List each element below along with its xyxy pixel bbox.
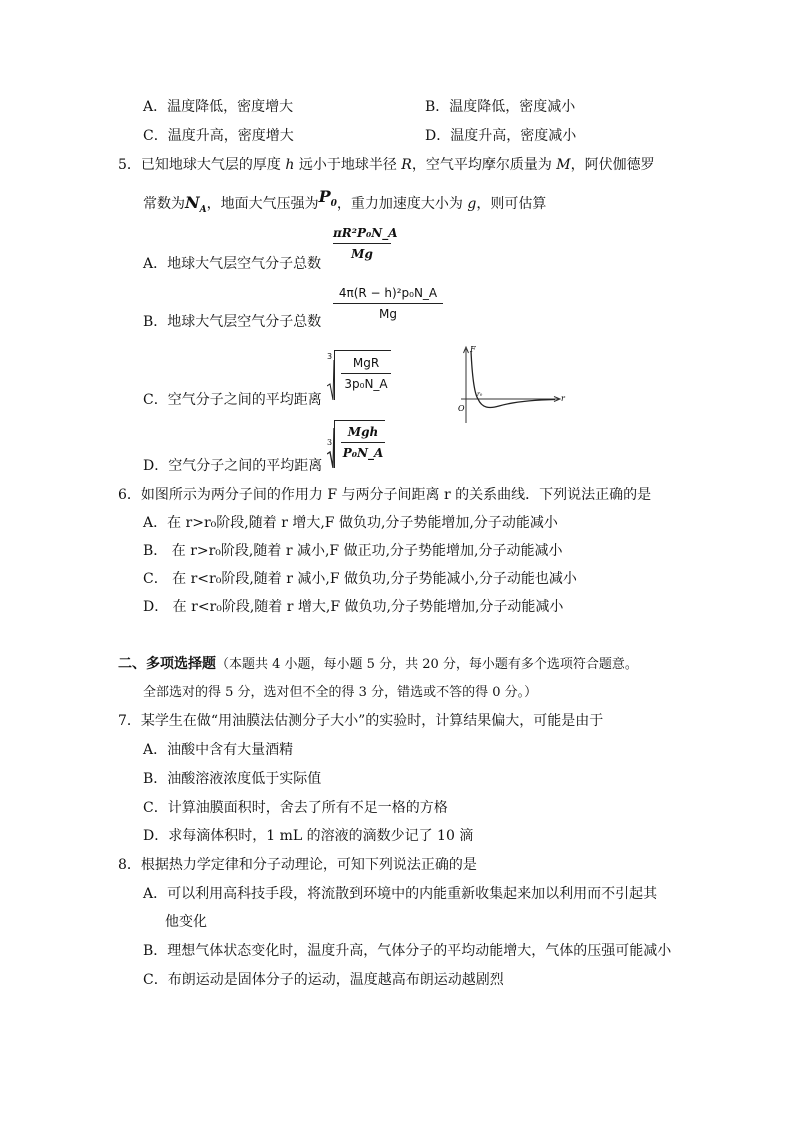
x-axis-label: r xyxy=(561,394,565,403)
origin-label: O xyxy=(458,404,465,413)
q7-option-a: A．油酸中含有大量酒精 xyxy=(143,742,294,758)
section2-heading xyxy=(118,654,638,675)
q5-option-a-formula xyxy=(333,224,398,263)
q7-option-b: B．油酸溶液浓度低于实际值 xyxy=(143,771,322,787)
formula-numerator: Mgh xyxy=(347,425,379,439)
formula-numerator: MgR xyxy=(352,356,380,370)
q7-option-c: C．计算油膜面积时，舍去了所有不足一格的方格 xyxy=(143,800,448,816)
q5-option-b-text: B．地球大气层空气分子总数 xyxy=(143,314,322,330)
q6-option-a: A．在 r>r₀阶段,随着 r 增大,F 做负功,分子势能增加,分子动能减小 xyxy=(143,515,558,531)
root-index: 3 xyxy=(327,438,333,447)
section2-note-line1: （本题共 4 小题，每小题 5 分，共 20 分，每小题有多个选项符合题意。 xyxy=(216,657,638,672)
q5-option-c-text: C．空气分子之间的平均距离 xyxy=(143,392,322,408)
q6-stem: 6．如图所示为两分子间的作用力 F 与两分子间距离 r 的关系曲线．下列说法正确的是 xyxy=(118,487,652,503)
q7-stem: 7．某学生在做“用油膜法估测分子大小”的实验时，计算结果偏大，可能是由于 xyxy=(118,713,604,729)
q4-option-c: C．温度升高，密度增大 xyxy=(143,128,294,144)
q4-option-a: A．温度降低，密度增大 xyxy=(143,99,294,115)
q6-option-c: C． 在 r<r₀阶段,随着 r 减小,F 做负功,分子势能减小,分子动能也减小 xyxy=(143,571,577,587)
force-distance-graph xyxy=(455,343,570,428)
q4-option-d: D．温度升高，密度减小 xyxy=(425,128,577,144)
r0-label: r₀ xyxy=(477,391,483,398)
q4-option-b: B．温度降低，密度减小 xyxy=(425,99,576,115)
formula-numerator: πR²P₀N_A xyxy=(333,226,398,240)
q5-stem-line1: 5．已知地球大气层的厚度 h 远小于地球半径 R，空气平均摩尔质量为 M，阿伏伽德罗 xyxy=(118,157,655,173)
section2-title: 二、多项选择题 xyxy=(118,656,216,672)
q8-option-a-line1: A．可以利用高科技手段，将流散到环境中的内能重新收集起来加以利用而不引起其 xyxy=(143,886,658,902)
q8-option-b: B．理想气体状态变化时，温度升高，气体分子的平均动能增大，气体的压强可能减小 xyxy=(143,943,672,959)
formula-denominator: Mg xyxy=(351,247,373,261)
q5-option-c-formula xyxy=(327,350,391,400)
q8-stem: 8．根据热力学定律和分子动理论，可知下列说法正确的是 xyxy=(118,857,477,873)
q8-option-a-line2: 他变化 xyxy=(165,914,207,930)
q5-option-d-text: D．空气分子之间的平均距离 xyxy=(143,458,323,474)
q5-option-d-formula xyxy=(327,420,389,468)
q5-option-b-formula xyxy=(333,284,443,323)
q8-option-c: C．布朗运动是固体分子的运动，温度越高布朗运动越剧烈 xyxy=(143,972,504,988)
y-axis-label: F xyxy=(470,345,476,354)
q5-option-a-text: A．地球大气层空气分子总数 xyxy=(143,256,322,272)
q6-option-b: B． 在 r>r₀阶段,随着 r 减小,F 做正功,分子势能增加,分子动能减小 xyxy=(143,543,563,559)
formula-denominator: 3p₀N_A xyxy=(344,377,388,391)
q6-option-d: D． 在 r<r₀阶段,随着 r 增大,F 做负功,分子势能增加,分子动能减小 xyxy=(143,599,564,615)
formula-denominator: P₀N_A xyxy=(342,446,384,460)
formula-denominator: Mg xyxy=(379,307,397,321)
formula-numerator: 4π(R − h)²p₀N_A xyxy=(338,286,438,300)
section2-note-line2: 全部选对的得 5 分，选对但不全的得 3 分，错选或不答的得 0 分。） xyxy=(143,685,538,700)
root-index: 3 xyxy=(327,352,333,361)
q5-stem-line2: 常数为$N_A$，地面大气压强为$P_0$，重力加速度大小为 g，则可估算 xyxy=(143,187,547,216)
q7-option-d: D．求每滴体积时，1 mL 的溶液的滴数少记了 10 滴 xyxy=(143,828,474,844)
